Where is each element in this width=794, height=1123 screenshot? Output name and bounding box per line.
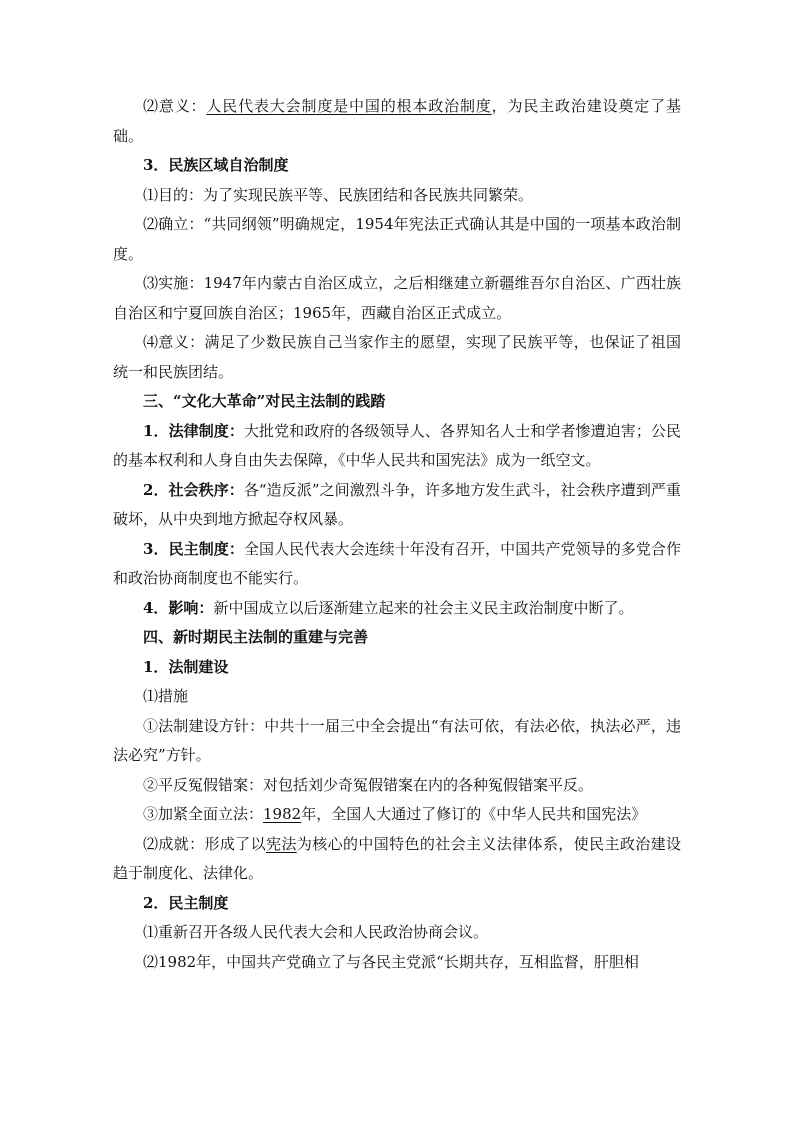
text-span: 全国人民代表大会连续十年没有召开，中国共产党领导的多党合作和政治协商制度也不能实行。 [113, 539, 681, 587]
bold-label: 4．影响： [143, 598, 214, 617]
bold-label: 1．法律制度： [143, 421, 244, 440]
text-span: ③加紧全面立法： [143, 805, 264, 823]
paragraph-6 [113, 328, 681, 387]
section-heading-four [113, 623, 681, 653]
subheading-democratic-system [113, 889, 681, 919]
paragraph-18 [113, 830, 681, 889]
text-span: ②平反冤假错案：对包括刘少奇冤假错案在内的各种冤假错案平反。 [143, 775, 594, 794]
bold-label: 3．民主制度： [143, 539, 244, 558]
text-span: 各“造反派”之间激烈斗争，许多地方发生武斗，社会秩序遭到严重破坏，从中央到地方掀起夺权风暴。 [113, 480, 681, 528]
text-span: ⑵1982年，中国共产党确立了与各民主党派“长期共存，互相监督，肝胆相 [143, 952, 639, 971]
paragraph-14 [113, 682, 681, 712]
paragraph-4 [113, 210, 681, 269]
text-span: ⑴重新召开各级人民代表大会和人民政治协商会议。 [143, 923, 489, 941]
text-span: ①法制建设方针：中共十一届三中全会提出“有法可依，有法必依，执法必严，违法必究”方针。 [113, 716, 681, 764]
heading-text: 2．民主制度 [143, 893, 229, 912]
text-span: ⑷意义：满足了少数民族自己当家作主的愿望，实现了民族平等，也保证了祖国统一和民族团结。 [113, 333, 681, 381]
heading-text: 1．法制建设 [143, 657, 229, 676]
paragraph-1 [113, 92, 681, 151]
paragraph-21 [113, 948, 681, 978]
text-span: ⑶实施：1947年内蒙古自治区成立，之后相继建立新疆维吾尔自治区、广西壮族自治区和宁夏回族自治区；1965年，西藏自治区正式成立。 [113, 274, 681, 322]
text-span: ⑴目的：为了实现民族平等、民族团结和各民族共同繁荣。 [143, 185, 534, 204]
text-span: ⑵确立：“共同纲领”明确规定，1954年宪法正式确认其是中国的一项基本政治制度。 [113, 215, 681, 263]
text-span: ，为民主政治建设奠定了基础。 [113, 97, 681, 145]
section-heading-three [113, 387, 681, 417]
text-span: ⑴措施 [143, 687, 189, 705]
paragraph-11 [113, 594, 681, 624]
document-body [113, 92, 681, 977]
paragraph-16 [113, 771, 681, 801]
paragraph-8 [113, 417, 681, 476]
text-span: ⑵意义： [143, 97, 207, 115]
section-heading-3 [113, 151, 681, 181]
text-span: 新中国成立以后逐渐建立起来的社会主义民主政治制度中断了。 [213, 598, 634, 617]
paragraph-3 [113, 181, 681, 211]
heading-text: 三、“文化大革命”对民主法制的践踏 [143, 392, 386, 410]
text-span: 为核心的中国特色的社会主义法律体系，使民主政治建设趋于制度化、法律化。 [113, 834, 681, 882]
paragraph-20 [113, 918, 681, 948]
bold-label: 2．社会秩序： [143, 480, 244, 499]
paragraph-17 [113, 800, 681, 830]
text-span: 年，全国人大通过了修订的《中华人民共和国宪法》 [301, 805, 647, 823]
underlined-text: 1982 [263, 805, 302, 823]
paragraph-10 [113, 535, 681, 594]
underlined-text: 人民代表大会制度是中国的根本政治制度 [206, 97, 492, 115]
subheading-legal-construction [113, 653, 681, 683]
text-span: ⑵成就：形成了以 [143, 834, 267, 853]
text-span: 大批党和政府的各级领导人、各界知名人士和学者惨遭迫害；公民的基本权利和人身自由失去保障，《中华人民共和国宪法》成为一纸空文。 [113, 421, 681, 469]
paragraph-9 [113, 476, 681, 535]
paragraph-15 [113, 712, 681, 771]
heading-text: 3．民族区域自治制度 [143, 156, 289, 174]
paragraph-5 [113, 269, 681, 328]
underlined-text: 宪法 [266, 834, 297, 853]
heading-text: 四、新时期民主法制的重建与完善 [143, 628, 369, 646]
